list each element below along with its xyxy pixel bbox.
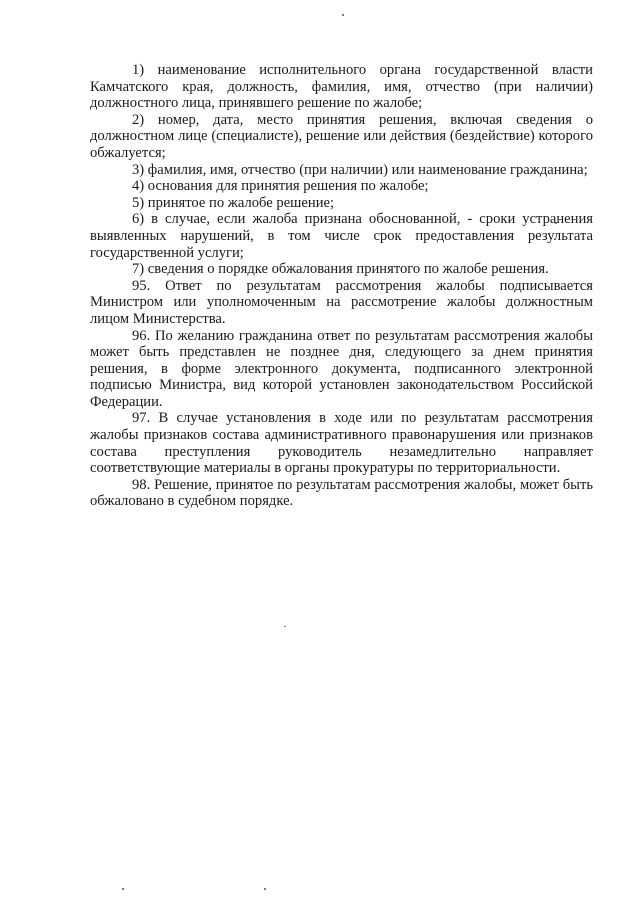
list-item-3: 3) фамилия, имя, отчество (при наличии) или наименование гражданина; [132, 161, 588, 178]
list-item-6: 6) в случае, если жалоба признана обоснованной, - сроки устранения выявленных нарушений, в том числе срок предоставления результата государственной услуги; [90, 211, 593, 261]
list-item-4: 4) основания для принятия решения по жалобе; [132, 178, 429, 195]
document-body [90, 62, 593, 510]
scan-speck [284, 626, 286, 627]
scan-speck [122, 888, 124, 890]
scan-speck [342, 14, 344, 16]
clause-97: 97. В случае установления в ходе или по результатам рассмотрения жалобы признаков состава административного правонарушения или признаков состава преступления руководитель незамедлительно направляет соответствующие материалы в органы прокуратуры по территориальности. [90, 410, 593, 477]
clause-96: 96. По желанию гражданина ответ по результатам рассмотрения жалобы может быть представлен не позднее дня, следующего за днем принятия решения, в форме электронного документа, подписанного электронной подписью Министра, вид которой установлен законодательством Российской Федерации. [90, 327, 593, 410]
clause-95: 95. Ответ по результатам рассмотрения жалобы подписывается Министром или уполномоченным на рассмотрение жалобы должностным лицом Министерства. [90, 277, 593, 327]
clause-98: 98. Решение, принятое по результатам рассмотрения жалобы, может быть обжаловано в судебном порядке. [90, 476, 593, 510]
scan-speck [264, 888, 266, 890]
list-item-1: 1) наименование исполнительного органа государственной власти Камчатского края, должность, фамилия, имя, отчество (при наличии) должностного лица, принявшего решение по жалобе; [90, 62, 593, 112]
list-item-7: 7) сведения о порядке обжалования принятого по жалобе решения. [132, 261, 549, 278]
list-item-5: 5) принятое по жалобе решение; [132, 194, 335, 211]
list-item-2: 2) номер, дата, место принятия решения, включая сведения о должностном лице (специалисте), решение или действия (бездействие) которого обжалуется; [90, 111, 593, 161]
